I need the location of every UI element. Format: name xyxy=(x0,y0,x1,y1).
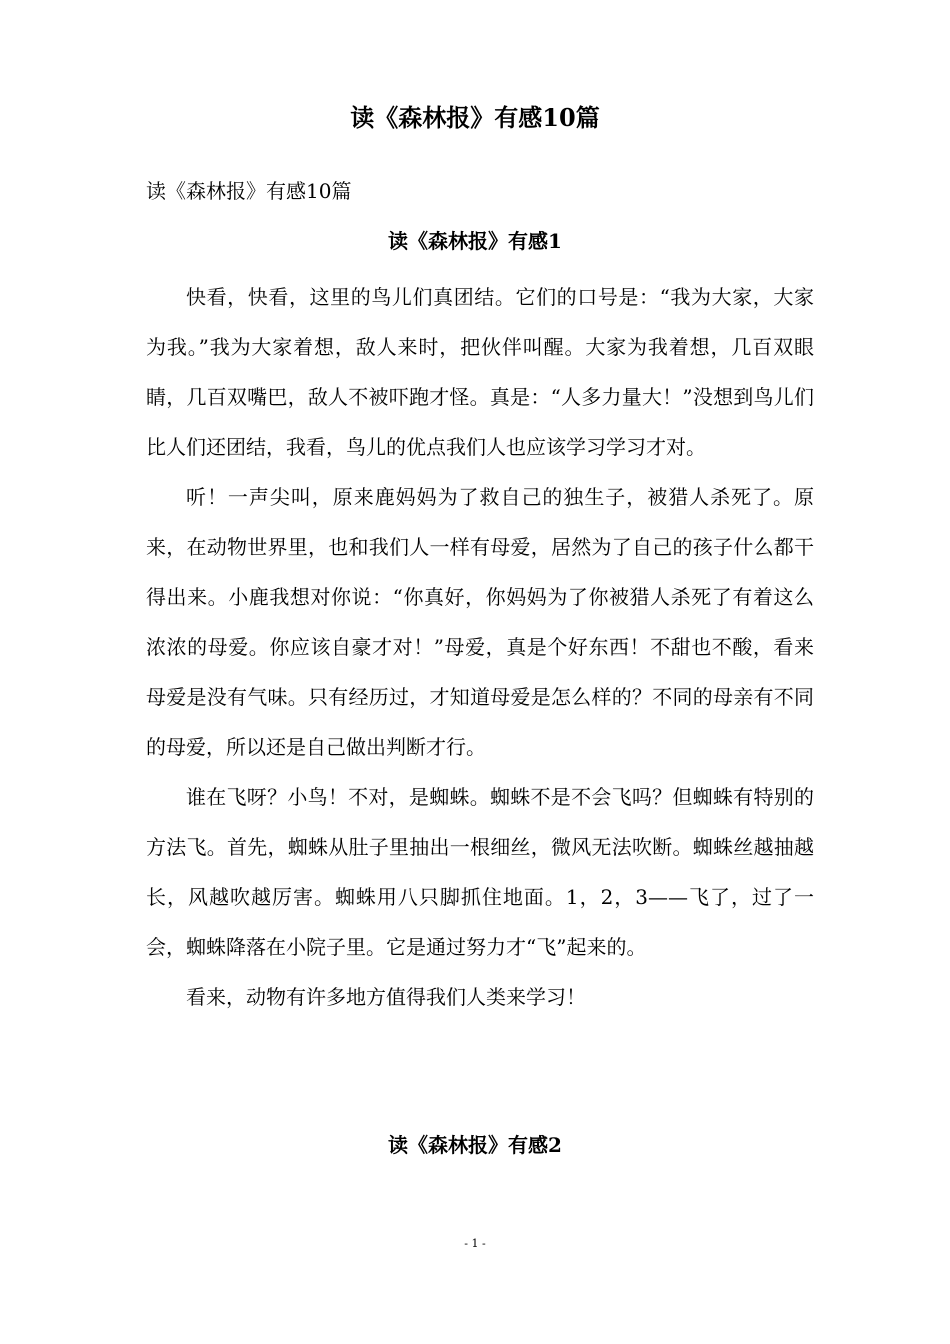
paragraph: 谁在飞呀？小鸟！不对，是蜘蛛。蜘蛛不是不会飞吗？但蜘蛛有特别的方法飞。首先，蜘蛛从肚子里抽出一根细丝，微风无法吹断。蜘蛛丝越抽越长，风越吹越厉害。蜘蛛用八只脚抓住地面。1，2，3——飞了，过了一会，蜘蛛降落在小院子里。它是通过努力才“飞”起来的。 xyxy=(146,785,814,959)
section-1-body xyxy=(146,272,814,1022)
section-heading-2: 读《森林报》有感2 xyxy=(388,1133,562,1157)
section-heading-1: 读《森林报》有感1 xyxy=(388,229,562,253)
document-title: 读《森林报》有感10篇 xyxy=(350,103,600,132)
paragraph: 听！一声尖叫，原来鹿妈妈为了救自己的独生子，被猎人杀死了。原来，在动物世界里，也和我们人一样有母爱，居然为了自己的孩子什么都干得出来。小鹿我想对你说：“你真好，你妈妈为了你被猎人杀死了有着这么浓浓的母爱。你应该自豪才对！”母爱，真是个好东西！不甜也不酸，看来母爱是没有气味。只有经历过，才知道母爱是怎么样的？不同的母亲有不同的母爱，所以还是自己做出判断才行。 xyxy=(146,485,814,759)
page-number: - 1 - xyxy=(464,1237,486,1250)
document-subtitle: 读《森林报》有感10篇 xyxy=(146,179,352,203)
paragraph: 快看，快看，这里的鸟儿们真团结。它们的口号是：“我为大家，大家为我。”我为大家着想，敌人来时，把伙伴叫醒。大家为我着想，几百双眼睛，几百双嘴巴，敌人不被吓跑才怪。真是：“人多力量大！”没想到鸟儿们比人们还团结，我看，鸟儿的优点我们人也应该学习学习才对。 xyxy=(146,285,814,459)
paragraph: 看来，动物有许多地方值得我们人类来学习！ xyxy=(186,985,586,1009)
